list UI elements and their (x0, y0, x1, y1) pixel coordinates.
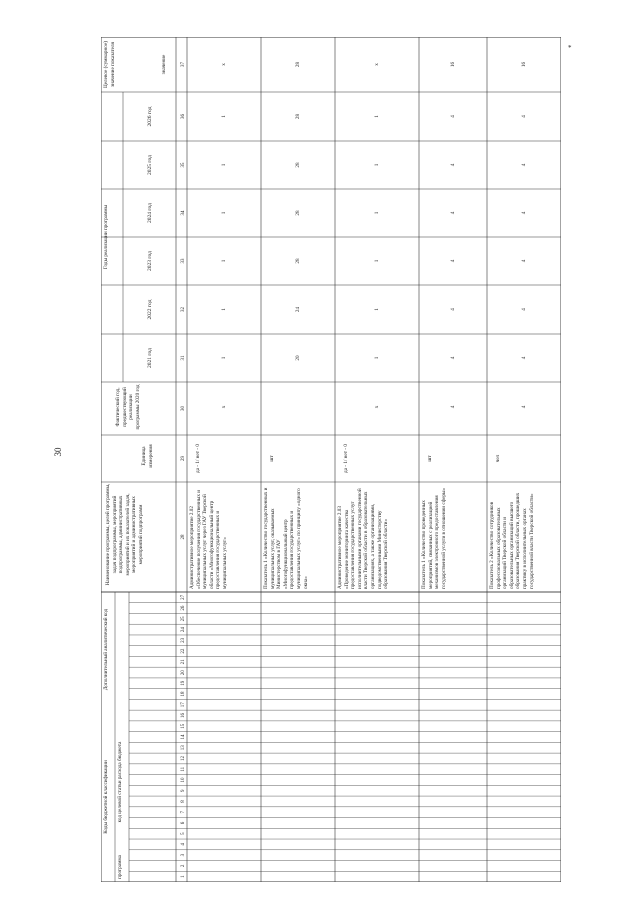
column-number: 25 (181, 616, 186, 622)
row-year-value: 1 (374, 356, 380, 360)
row-fact: х (221, 405, 227, 409)
column-number: 3 (181, 853, 186, 857)
year-header: 2024 год (147, 203, 153, 223)
row-unit: чел (495, 454, 501, 463)
column-number: 11 (181, 766, 186, 772)
column-number: 14 (181, 734, 186, 740)
column-number: 2 (181, 864, 186, 868)
row-target: 16 (521, 61, 527, 68)
column-number: 37 (181, 62, 186, 67)
row-year-value: 4 (450, 115, 456, 118)
column-number: 27 (181, 594, 186, 600)
row-year-value: 20 (295, 355, 301, 361)
row-year-value: 1 (221, 115, 227, 118)
column-number: 7 (181, 810, 186, 814)
column-number: 22 (181, 648, 186, 654)
column-number: 28 (181, 534, 186, 540)
column-number: 18 (181, 691, 186, 697)
column-number: 6 (181, 821, 186, 825)
column-number: 36 (181, 114, 186, 119)
row-year-value: 24 (295, 306, 301, 313)
row-year-value: 1 (221, 211, 227, 215)
header-fact: Фактический год, предшествующий реализации программы 2020 год (115, 384, 141, 430)
corner-mark: * (568, 44, 572, 52)
column-number: 21 (181, 659, 186, 665)
header-name: Наименование программы, целей программы, задач подпрограммы, мероприятий подпрограммы, административных мероприятий и их показателей задач, мероприятий и административных мероприятий подпрограмм (105, 483, 144, 586)
row-target: х (374, 63, 380, 66)
row-name: Показатель 1 «Количество проведенных мероприятий, связанных с реализацией механизмов электронного предоставления государственной услуги в отношении сферы» (421, 487, 447, 589)
row-year-value: 28 (295, 113, 301, 120)
year-header: 2023 год (147, 251, 153, 271)
row-year-value: 1 (221, 163, 227, 167)
year-header: 2021 год (147, 348, 153, 368)
page-number: 30 (53, 447, 63, 457)
column-number: 33 (181, 258, 186, 264)
row-year-value: 4 (450, 259, 456, 263)
header-target: Целевое (суммарное) значение показателя (103, 41, 116, 88)
row-fact: 4 (521, 405, 527, 409)
row-year-value: 4 (521, 163, 527, 167)
row-year-value: 28 (295, 162, 301, 168)
column-number: 8 (181, 800, 186, 803)
row-year-value: 1 (374, 211, 380, 215)
header-additional-code: Дополнительный аналитический код (103, 608, 109, 691)
year-header: 2026 год (147, 106, 153, 127)
header-program-group: программа (117, 855, 123, 879)
row-year-value: 4 (450, 308, 456, 311)
column-number: 32 (181, 307, 186, 312)
header-years: Годы реализации программы (103, 204, 109, 270)
column-number: 16 (181, 713, 186, 719)
row-year-value: 4 (450, 356, 456, 360)
column-number: 34 (181, 210, 186, 216)
column-number: 10 (181, 777, 186, 783)
row-unit: шт (427, 455, 433, 462)
column-number: 5 (181, 832, 186, 835)
row-year-value: 1 (374, 115, 380, 118)
row-name: Административное мероприятие 2.02 «Обеспечение получения государственных и муниципальных услуг через ГАУ Тверской области «Многофункциональный центр предоставления государственных и муниципальных услуг» (189, 489, 228, 589)
column-number: 17 (181, 702, 186, 708)
row-year-value: 4 (450, 163, 456, 167)
column-number: 19 (181, 680, 186, 686)
row-year-value: 4 (450, 211, 456, 215)
column-number: 12 (181, 755, 186, 761)
year-header: 2025 год (147, 155, 153, 175)
row-unit: да - 1/ нет - 0 (195, 444, 201, 473)
row-year-value: 4 (521, 308, 527, 311)
row-unit: да - 1/ нет - 0 (343, 444, 349, 473)
column-number: 29 (181, 456, 186, 461)
year-header: 2022 год (147, 299, 153, 320)
row-year-value: 28 (295, 210, 301, 216)
column-number: 1 (181, 875, 186, 878)
row-year-value: 1 (374, 308, 380, 311)
column-number: 23 (181, 637, 186, 643)
row-name: Показатель 1 «Количество государственных и муниципальных услуг, оказываемых Министерством в ГАУ «Многофункциональный центр предоставления государственных и муниципальных услуг» по принципу «одного окна» (263, 487, 309, 589)
header-budget-code: Коды бюджетной классификации (103, 760, 109, 834)
header-unit: Единица измерения (141, 444, 154, 468)
row-year-value: 28 (295, 258, 301, 264)
column-number: 24 (181, 627, 186, 633)
rotated-table (101, 37, 561, 882)
row-year-value: 1 (221, 356, 227, 360)
row-target: х (221, 63, 227, 66)
row-fact: 4 (450, 405, 456, 409)
column-number: 26 (181, 605, 186, 611)
column-number: 4 (181, 843, 186, 846)
header-value: значение (161, 54, 167, 75)
row-year-value: 4 (521, 259, 527, 263)
column-number: 20 (181, 670, 186, 676)
column-number: 35 (181, 162, 186, 168)
row-name: Административное мероприятие 2.03 «Проведение мониторинга качества предоставления государственных услуг исполнительными органами государственной власти Тверской области в образовательных организациях, а также организациями, подведомственными Министерству образования Тверской области» (337, 488, 390, 589)
column-number: 13 (181, 745, 186, 751)
column-number: 30 (181, 406, 186, 411)
row-year-value: 4 (521, 211, 527, 215)
row-year-value: 1 (221, 308, 227, 311)
row-name: Показатель 2 «Количество сотрудников профессиональных образовательных организаций Тверской области и образовательных организаций высшего образования Тверской области, прошедших практику в исполнительных органах государственной власти Тверской области» (489, 492, 535, 589)
column-number: 31 (181, 355, 186, 361)
row-year-value: 1 (374, 259, 380, 263)
column-number: 9 (181, 789, 186, 792)
row-unit: шт (269, 455, 275, 462)
header-expense-code: код целевой статьи расхода бюджета (117, 741, 123, 823)
row-year-value: 4 (521, 356, 527, 360)
row-fact: х (374, 405, 380, 409)
row-target: 28 (295, 61, 301, 68)
row-year-value: 4 (521, 115, 527, 118)
row-target: 16 (450, 61, 456, 68)
table-frame (101, 37, 561, 882)
column-number: 15 (181, 723, 186, 729)
row-year-value: 1 (221, 259, 227, 263)
row-year-value: 1 (374, 163, 380, 167)
